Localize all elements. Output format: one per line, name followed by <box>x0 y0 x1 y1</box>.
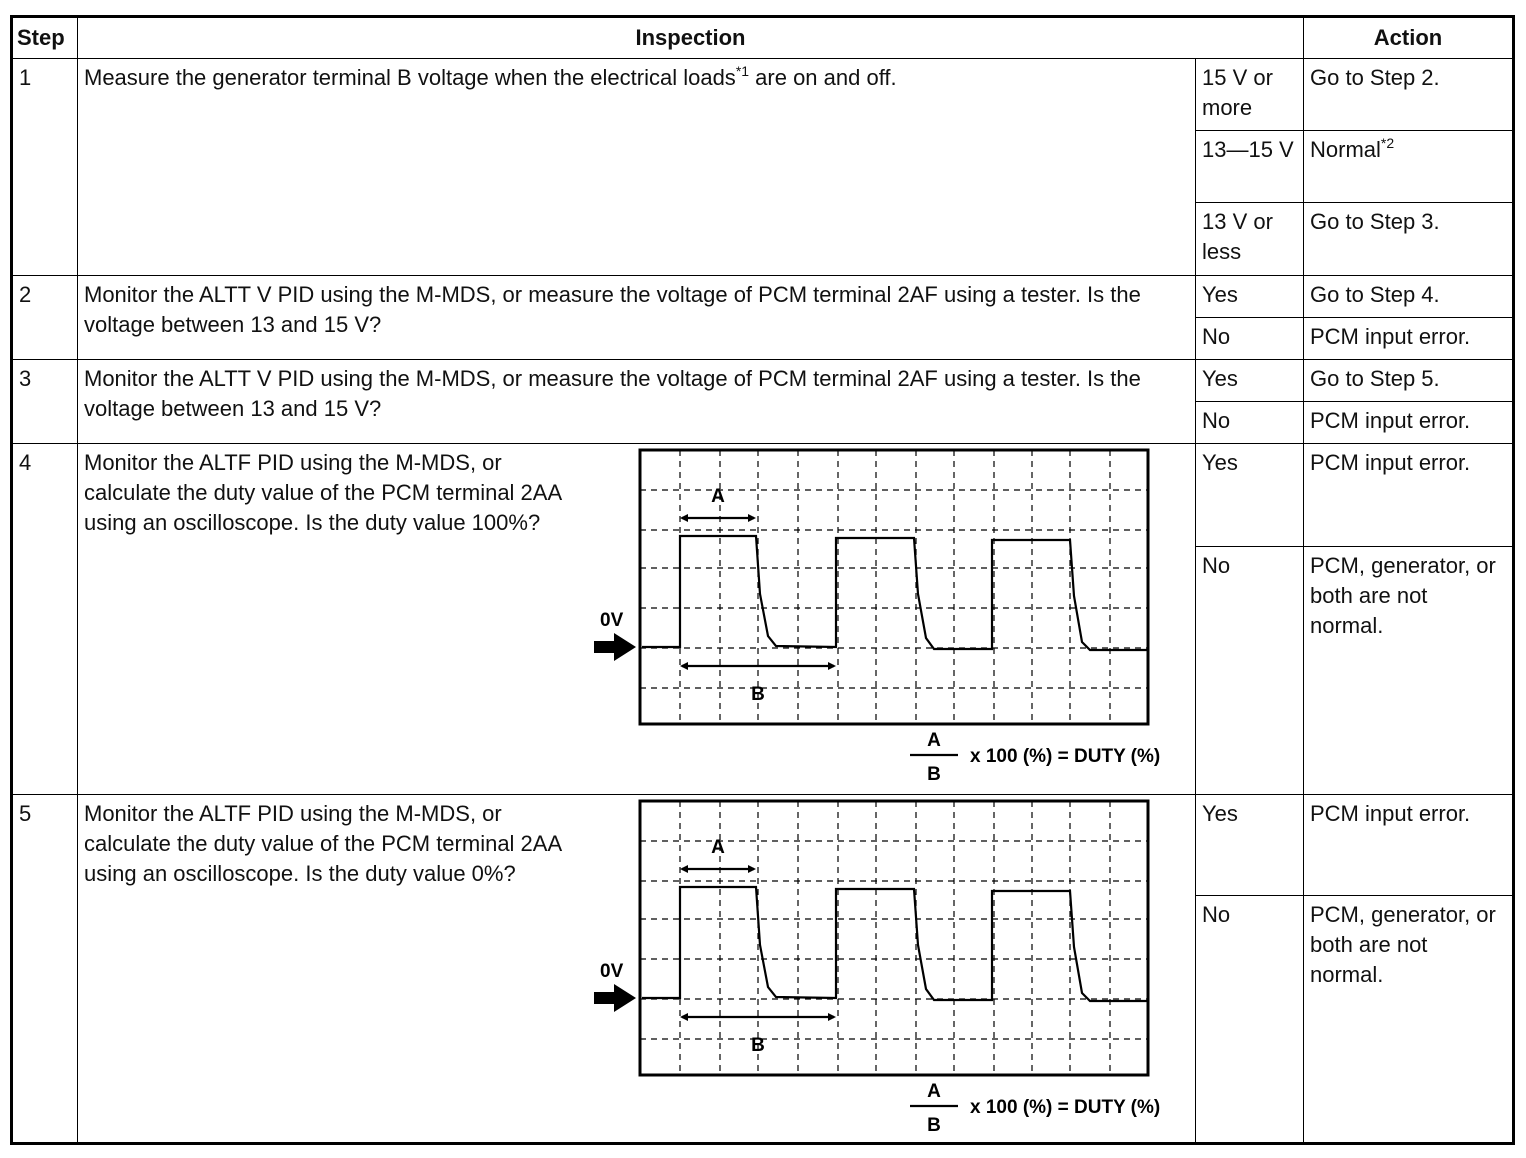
svg-text:A: A <box>710 836 725 858</box>
inspection-text: Monitor the ALTF PID using the M-MDS, or calculate the duty value of the PCM terminal 2AA using an oscilloscope. Is the duty value 0%? <box>78 794 588 1143</box>
svg-text:B: B <box>750 1034 765 1056</box>
table-row <box>12 794 1514 895</box>
result-condition: 15 V or more <box>1196 59 1304 131</box>
result-action: Normal$^{*2}$ <box>1304 131 1514 203</box>
result-condition: Yes <box>1196 794 1304 895</box>
result-condition: No <box>1196 547 1304 794</box>
result-action: PCM, generator, or both are not normal. <box>1304 895 1514 1143</box>
formula-denominator: B <box>926 1114 941 1136</box>
step-number: 1 <box>12 59 78 276</box>
duty-waveform <box>588 795 1188 1141</box>
result-condition: No <box>1196 318 1304 360</box>
formula-denominator: B <box>926 764 941 786</box>
inspection-text: Measure the generator terminal B voltage when the electrical loads$^{*1}$ are on and off. <box>78 59 1196 276</box>
result-action: Go to Step 4. <box>1304 276 1514 318</box>
formula-numerator: A <box>926 730 941 752</box>
step-number: 3 <box>12 360 78 444</box>
svg-text:A: A <box>710 486 725 508</box>
formula-text: x 100 (%) = DUTY (%) <box>969 1096 1160 1118</box>
header-row <box>12 17 1514 59</box>
table-row <box>12 59 1514 131</box>
formula-numerator: A <box>926 1080 941 1102</box>
formula-text: x 100 (%) = DUTY (%) <box>969 746 1160 768</box>
diagnostic-table <box>10 15 1515 1145</box>
step-number: 4 <box>12 444 78 794</box>
inspection-text: Monitor the ALTT V PID using the M-MDS, or measure the voltage of PCM terminal 2AF using a tester. Is the voltage between 13 and 15 V? <box>78 276 1196 360</box>
result-condition: Yes <box>1196 444 1304 547</box>
oscilloscope-figure <box>588 444 1196 794</box>
footnote-ref: *2 <box>1380 135 1395 152</box>
zero-volt-label: 0V <box>599 610 623 632</box>
inspection-text: Monitor the ALTF PID using the M-MDS, or calculate the duty value of the PCM terminal 2AA using an oscilloscope. Is the duty value 100%? <box>78 444 588 794</box>
table-row <box>12 444 1514 547</box>
result-action: PCM input error. <box>1304 444 1514 547</box>
result-action: Go to Step 5. <box>1304 360 1514 402</box>
result-action: Go to Step 3. <box>1304 203 1514 276</box>
result-action: PCM, generator, or both are not normal. <box>1304 547 1514 794</box>
footnote-ref: *1 <box>735 63 750 80</box>
result-action: PCM input error. <box>1304 402 1514 444</box>
result-action: Go to Step 2. <box>1304 59 1514 131</box>
result-condition: No <box>1196 895 1304 1143</box>
svg-text:B: B <box>750 684 765 706</box>
zero-volt-label: 0V <box>599 960 623 982</box>
zero-volt-arrow-icon <box>594 633 636 661</box>
table-row <box>12 360 1514 402</box>
step-number: 5 <box>12 794 78 1143</box>
duty-waveform <box>588 444 1188 790</box>
zero-volt-arrow-icon <box>594 984 636 1012</box>
result-action: PCM input error. <box>1304 318 1514 360</box>
step-number: 2 <box>12 276 78 360</box>
inspection-text: Monitor the ALTT V PID using the M-MDS, or measure the voltage of PCM terminal 2AF using a tester. Is the voltage between 13 and 15 V? <box>78 360 1196 444</box>
oscilloscope-figure <box>588 794 1196 1143</box>
result-condition: 13 V or less <box>1196 203 1304 276</box>
result-condition: 13—15 V <box>1196 131 1304 203</box>
header-inspection: Inspection <box>78 17 1304 59</box>
result-condition: Yes <box>1196 276 1304 318</box>
result-condition: No <box>1196 402 1304 444</box>
table-row <box>12 276 1514 318</box>
header-step: Step <box>12 17 78 59</box>
result-condition: Yes <box>1196 360 1304 402</box>
result-action: PCM input error. <box>1304 794 1514 895</box>
header-action: Action <box>1304 17 1514 59</box>
